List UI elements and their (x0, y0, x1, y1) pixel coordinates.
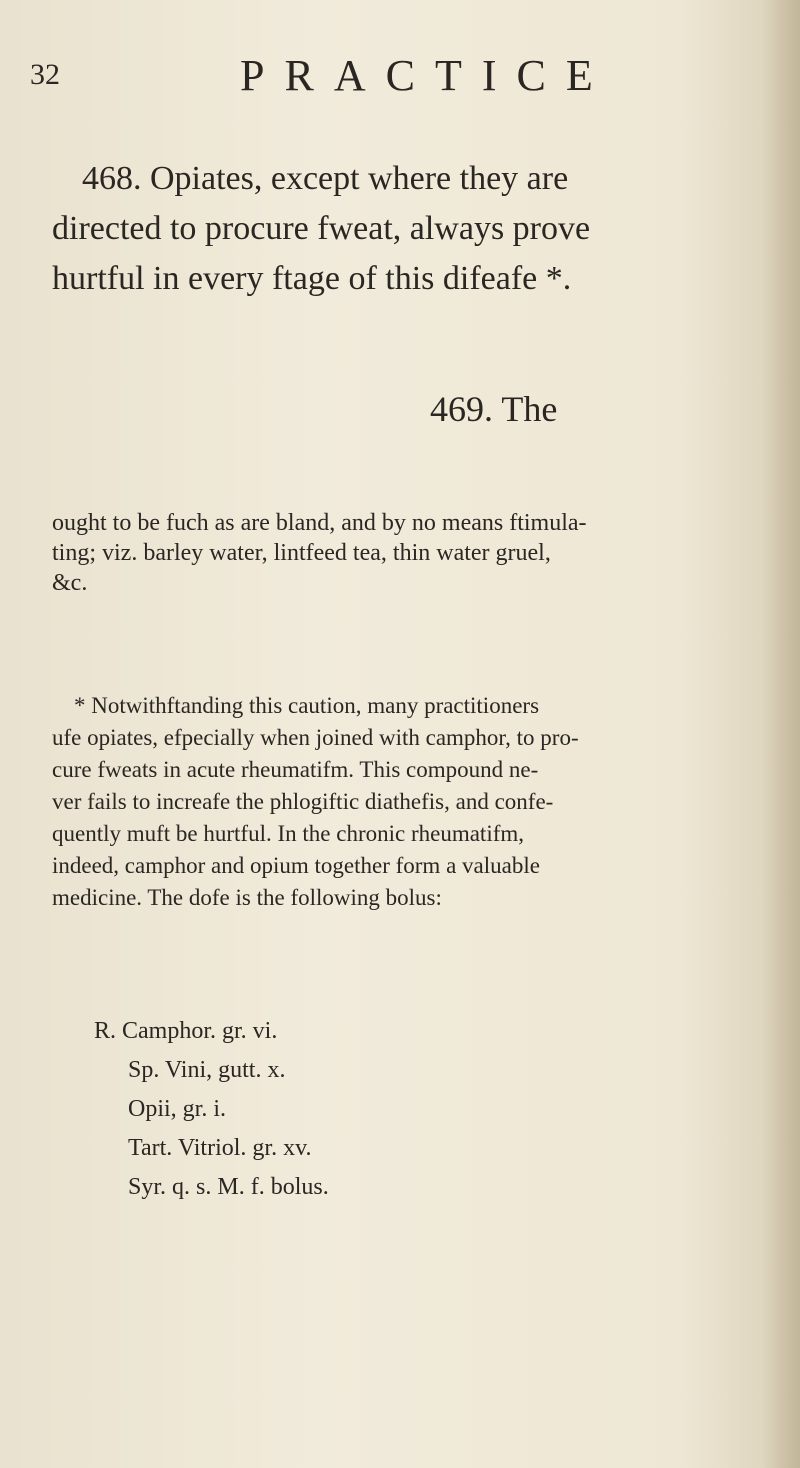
footnote-line: indeed, camphor and opium together form a valuable (52, 853, 540, 878)
footnote-line: ver fails to increafe the phlogiftic diathefis, and confe- (52, 789, 554, 814)
running-head (30, 50, 630, 110)
page-number: 32 (30, 58, 60, 91)
page-edge-shadow (762, 0, 800, 1468)
footnote-line: medicine. The dofe is the following bolus: (52, 885, 442, 910)
paragraph-468 (52, 154, 692, 304)
recipe-bolus (94, 1012, 329, 1207)
recipe-line: Sp. Vini, gutt. x. (128, 1057, 286, 1083)
recipe-line: R. Camphor. gr. vi. (94, 1018, 278, 1044)
footnote (52, 690, 702, 914)
continuation-text (52, 508, 692, 598)
footnote-line: ufe opiates, efpecially when joined with camphor, to pro- (52, 725, 579, 750)
text-line: ting; viz. barley water, lintfeed tea, thin water gruel, (52, 540, 551, 566)
recipe-line: Tart. Vitriol. gr. xv. (128, 1135, 312, 1161)
footnote-line: * Notwithftanding this caution, many practitioners (74, 693, 540, 718)
recipe-line: Opii, gr. i. (128, 1096, 227, 1122)
running-title: PRACTICE (240, 51, 613, 100)
text-line: ought to be fuch as are bland, and by no means ftimula- (52, 510, 587, 536)
text-line: &c. (52, 570, 88, 596)
recipe-line: Syr. q. s. M. f. bolus. (128, 1174, 329, 1200)
text-line: directed to procure fweat, always prove (52, 210, 591, 247)
paragraph-469-opening: 469. The (430, 389, 558, 429)
footnote-line: cure fweats in acute rheumatifm. This compound ne- (52, 757, 539, 782)
text-line: 468. Opiates, except where they are (82, 160, 569, 197)
text-line: hurtful in every ftage of this difeafe *. (52, 260, 572, 297)
footnote-line: quently muft be hurtful. In the chronic rheumatifm, (52, 821, 525, 846)
